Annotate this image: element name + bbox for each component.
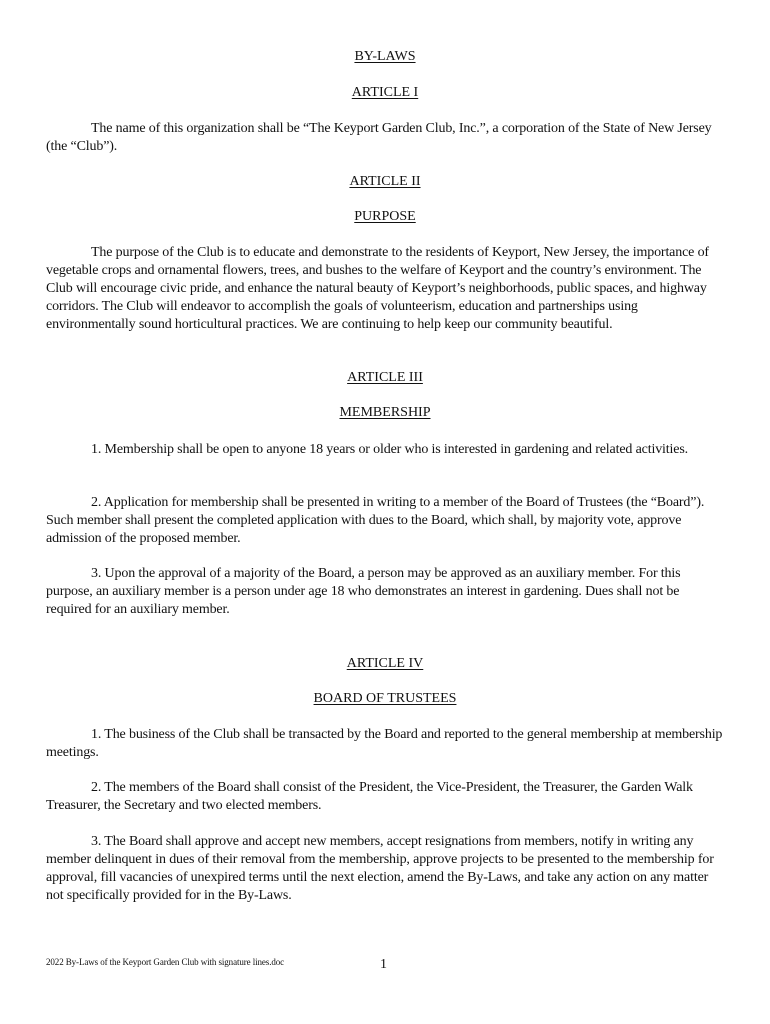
article-2-paragraph: The purpose of the Club is to educate and demonstrate to the residents of Keyport, New Jersey, the importance of vegetable crops and ornamental flowers, trees, and bushes to the welfare of Keyport and the country’s environment. The Club will encourage civic pride, and enhance the natural beauty of Keyport’s neighborhoods, public spaces, and highway corridors. The Club will endeavor to accomplish the goals of volunteerism, education and partnerships using environmentally sound horticultural practices. We are continuing to help keep our community beautiful. [46, 245, 709, 332]
article-2-heading: ARTICLE II [349, 174, 421, 189]
board-item-3: 3. The Board shall approve and accept new members, accept resignations from members, notify in writing any member delinquent in dues of their removal from the membership, approve projects to be presented to the membership for approval, fill vacancies of unexpired terms until the next election, amend the By-Laws, and take any action on any matter not specifically provided for in the By-Laws. [46, 834, 714, 903]
article-3-subheading: MEMBERSHIP [339, 405, 431, 420]
article-3-heading: ARTICLE III [347, 370, 423, 385]
article-4-subheading: BOARD OF TRUSTEES [313, 691, 457, 706]
footer-page-number: 1 [380, 957, 387, 972]
document-title: BY-LAWS [354, 49, 416, 64]
membership-item-1: 1. Membership shall be open to anyone 18 years or older who is interested in gardening and related activities. [91, 442, 688, 457]
article-1-paragraph: The name of this organization shall be “The Keyport Garden Club, Inc.”, a corporation of the State of New Jersey (the “Club”). [46, 121, 712, 154]
board-item-2: 2. The members of the Board shall consist of the President, the Vice-President, the Treasurer, the Garden Walk Treasurer, the Secretary and two elected members. [46, 780, 693, 813]
membership-item-2: 2. Application for membership shall be presented in writing to a member of the Board of Trustees (the “Board”). Such member shall present the completed application with dues to the Board, which shall, by majority vote, approve admission of the proposed member. [46, 495, 705, 546]
board-item-1: 1. The business of the Club shall be transacted by the Board and reported to the general membership at membership meetings. [46, 727, 723, 760]
membership-item-3: 3. Upon the approval of a majority of the Board, a person may be approved as an auxiliary member. For this purpose, an auxiliary member is a person under age 18 who demonstrates an interest in gardening. Dues shall not be required for an auxiliary member. [46, 566, 681, 617]
article-1-heading: ARTICLE I [351, 85, 419, 100]
footer-filename: 2022 By-Laws of the Keyport Garden Club with signature lines.doc [46, 957, 285, 967]
article-2-subheading: PURPOSE [354, 209, 416, 224]
article-4-heading: ARTICLE IV [346, 656, 424, 671]
